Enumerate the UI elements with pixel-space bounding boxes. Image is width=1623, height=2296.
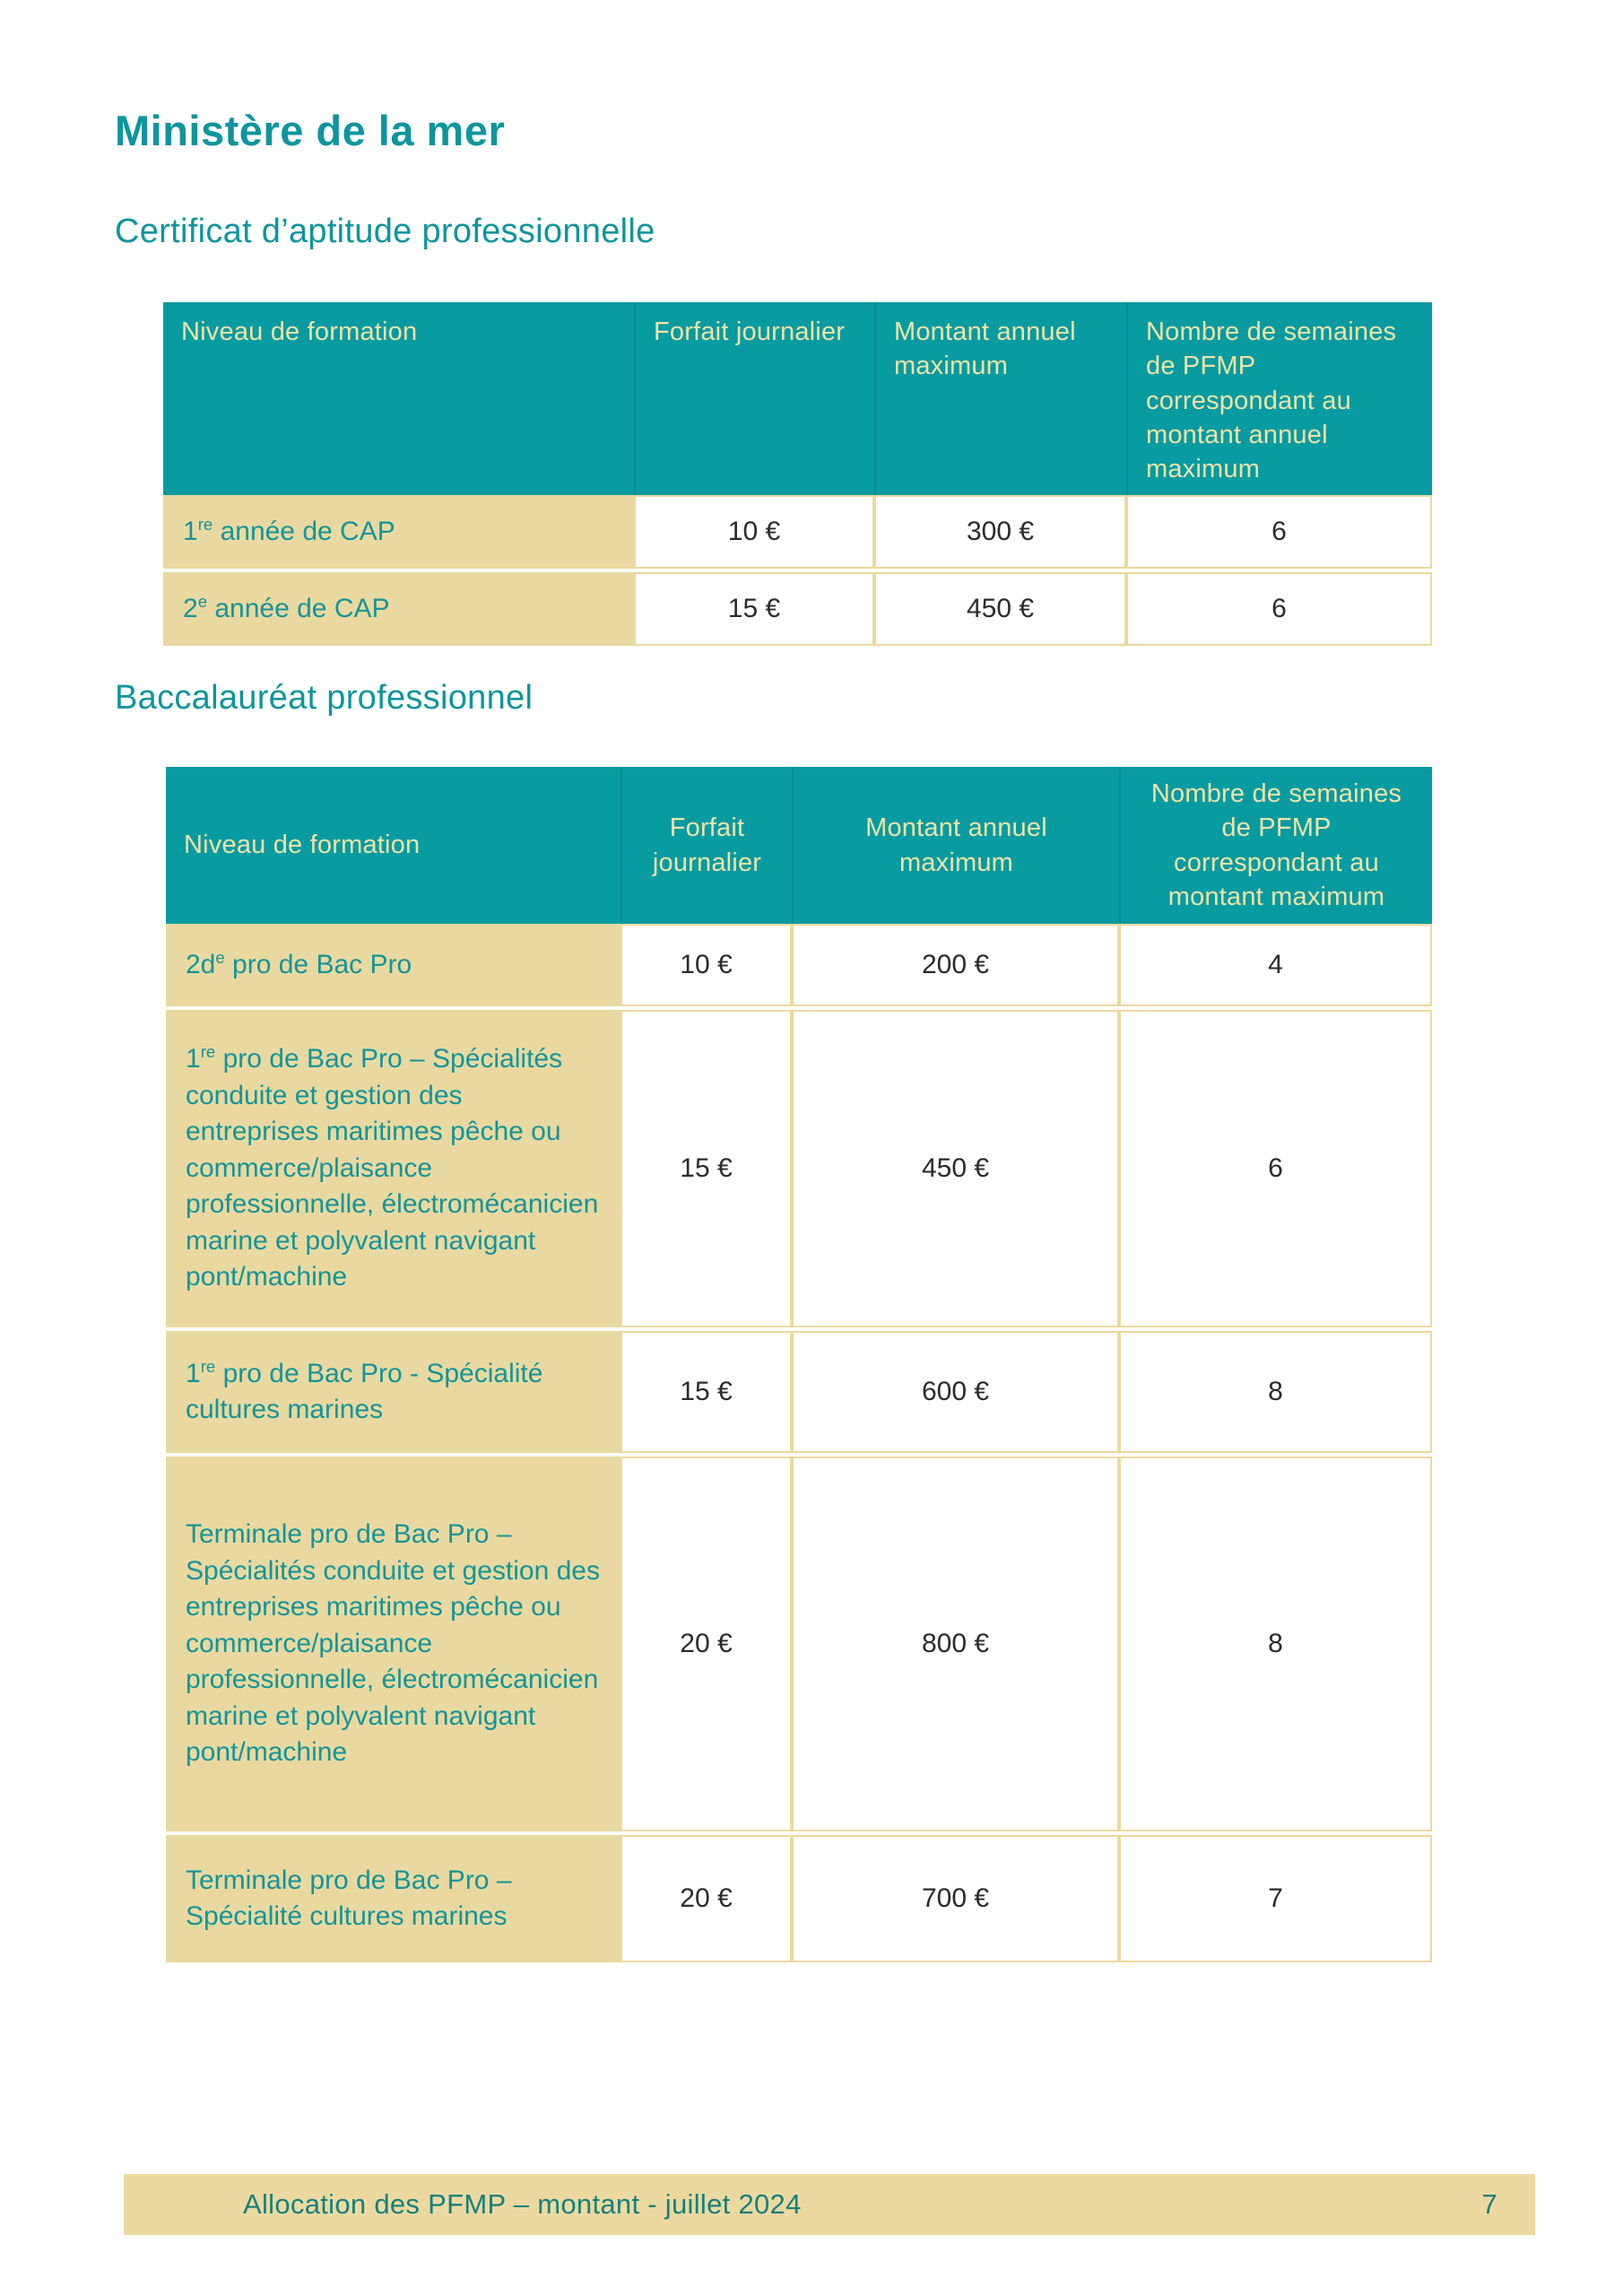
column-header: Niveau de formation [166,767,621,924]
montant-cell: 600 € [792,1331,1119,1453]
semaines-cell: 8 [1119,1457,1432,1831]
bacpro-table-header [166,767,1432,924]
footer-text: Allocation des PFMP – montant - juillet 2024 [243,2188,802,2220]
cap-table-body [163,495,1432,646]
semaines-cell: 8 [1119,1331,1432,1453]
column-header: Nombre de semaines de PFMP correspondant au montant annuel maximum [1126,302,1432,495]
row-label: 1re pro de Bac Pro - Spécialité cultures marines [166,1331,621,1453]
forfait-cell: 15 € [621,1331,792,1453]
semaines-cell: 4 [1119,924,1432,1006]
montant-cell: 200 € [792,924,1119,1006]
bacpro-table-body [166,924,1432,1962]
semaines-cell: 6 [1126,572,1432,646]
forfait-cell: 10 € [621,924,792,1006]
montant-cell: 450 € [874,572,1126,646]
cap-table-header [163,302,1432,495]
row-label: $2d^e$ pro de Bac Pro [166,924,621,1006]
forfait-cell: 20 € [621,1835,792,1962]
row-label: 1re année de CAP [163,495,634,569]
semaines-cell: 6 [1119,1010,1432,1327]
row-label: Terminale pro de Bac Pro – Spécialités conduite et gestion des entreprises maritimes pêche ou commerce/plaisance professionnelle, électromécanicien marine et polyvalent navigant pont/machine [166,1457,621,1831]
column-header: Forfait journalier [621,767,792,924]
montant-cell: 300 € [874,495,1126,569]
footer [124,2174,1535,2235]
column-header: Montant annuel maximum [792,767,1119,924]
column-header: Forfait journalier [634,302,874,495]
forfait-cell: 15 € [621,1010,792,1327]
montant-cell: 450 € [792,1010,1119,1327]
montant-cell: 700 € [792,1835,1119,1962]
forfait-cell: 20 € [621,1457,792,1831]
row-label: Terminale pro de Bac Pro – Spécialité cultures marines [166,1835,621,1962]
column-header: Niveau de formation [163,302,634,495]
section-heading-cap: Certificat d’aptitude professionnelle [115,213,655,250]
row-label: 1re pro de Bac Pro – Spécialités conduite et gestion des entreprises maritimes pêche ou commerce/plaisance professionnelle, électromécanicien marine et polyvalent navigant pont/machine [166,1010,621,1327]
column-header: Montant annuel maximum [874,302,1126,495]
semaines-cell: 6 [1126,495,1432,569]
semaines-cell: 7 [1119,1835,1432,1962]
page-number: 7 [1481,2188,1497,2220]
section-heading-bac: Baccalauréat professionnel [115,679,534,717]
forfait-cell: 15 € [634,572,874,646]
row-label: 2e année de CAP [163,572,634,646]
forfait-cell: 10 € [634,495,874,569]
page-title: Ministère de la mer [115,107,506,154]
montant-cell: 800 € [792,1457,1119,1831]
column-header: Nombre de semaines de PFMP correspondant au montant maximum [1119,767,1432,924]
